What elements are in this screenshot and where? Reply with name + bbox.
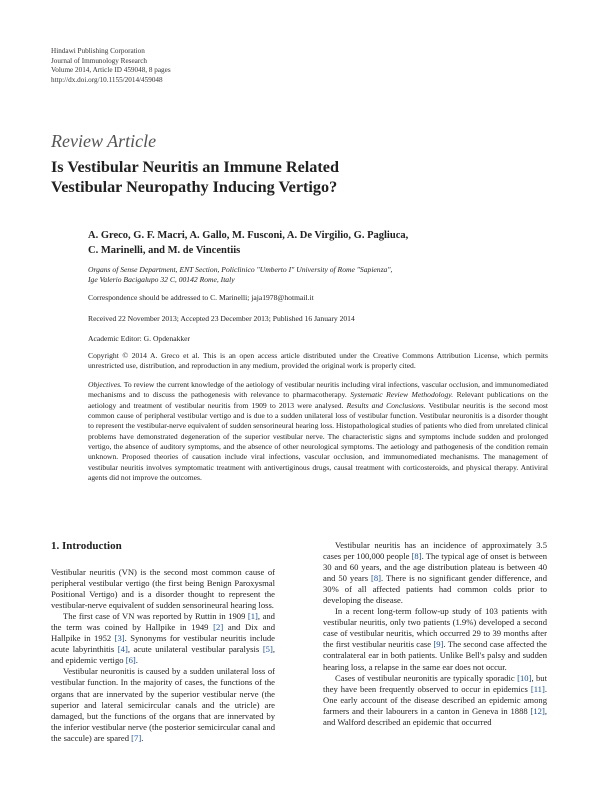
academic-editor: Academic Editor: G. Opdenakker — [88, 334, 191, 343]
methodology-text: Relevant publications on the aetiology and treatment of vestibular neuritis from 1909 to 2013 were analysed. — [88, 390, 548, 410]
citation-link[interactable]: [1] — [247, 611, 258, 622]
citation-link[interactable]: [11] — [530, 683, 545, 694]
citation-link[interactable]: [7] — [131, 732, 142, 743]
title-line: Vestibular Neuropathy Inducing Vertigo? — [51, 178, 338, 196]
publication-dates: Received 22 November 2013; Accepted 23 December 2013; Published 16 January 2014 — [88, 314, 355, 323]
section-heading: 1. Introduction — [51, 540, 122, 552]
journal-header — [51, 47, 351, 85]
citation-link[interactable]: [3] — [114, 633, 125, 644]
citation-link[interactable]: [4] — [117, 644, 128, 655]
abstract — [88, 380, 548, 483]
publisher: Hindawi Publishing Corporation — [51, 47, 145, 55]
authors-line: A. Greco, G. F. Macri, A. Gallo, M. Fusconi, A. De Virgilio, G. Pagliuca, — [88, 230, 409, 241]
article-title — [51, 157, 521, 197]
authors-line: C. Marinelli, and M. de Vincentiis — [88, 244, 241, 256]
article-type: Review Article — [51, 131, 157, 151]
paragraph: Vestibular neuritis (VN) is the second most common cause of peripheral vestibular vertigo (the first being Benign Paroxysmal Positional Vertigo) and is a disorder thought to represent the vestibular-nerve equivalent of sudden sensorineural hearing loss. — [51, 567, 275, 611]
methodology-label: Systematic Review Methodology. — [350, 390, 454, 400]
citation-link[interactable]: [6] — [125, 655, 136, 666]
copyright-notice: Copyright © 2014 A. Greco et al. This is an open access article distributed under the Creative Commons Attribution License, which permits unrestricted use, distribution, and reproduction in any medium, provided the original work is properly cited. — [88, 351, 548, 371]
volume-info: Volume 2014, Article ID 459048, 8 pages — [51, 66, 171, 75]
paragraph: Vestibular neuronitis is caused by a sudden unilateral loss of vestibular function. In the majority of cases, the functions of the organs that are innervated by the superior vestibular nerve (the superior and lateral semicircular canals and the utricle) are damaged, but the functions of the organs that are innervated by the inferior vestibular nerve (the posterior semicircular canal and the saccule) are spared [7]. — [51, 666, 275, 743]
citation-link[interactable]: [9] — [433, 639, 444, 650]
body-left-column — [51, 567, 275, 744]
correspondence: Correspondence should be addressed to C. Marinelli; jaja1978@hotmail.it — [88, 293, 314, 302]
paragraph: In a recent long-term follow-up study of 103 patients with vestibular neuritis, only two patients (1.9%) developed a second case of vestibular neuritis, which occurred 29 to 39 months after the first vestibular neuritis case [9]. The second case affected the contralateral ear in both patients. Unlike Bell's palsy and sudden hearing loss, a relapse in the same ear does not occur. — [323, 606, 547, 672]
authors — [88, 229, 548, 258]
citation-link[interactable]: [8] — [371, 573, 382, 584]
citation-link[interactable]: [10] — [517, 672, 532, 683]
affiliation — [88, 265, 548, 285]
citation-link[interactable]: [5] — [262, 644, 273, 655]
objectives-text: To review the current knowledge of the aetiology of vestibular neuritis including viral infections, vascular occlusion, and immunomediated mechanisms and to discuss the pathogenesis with relevance to pharmacotherapy. — [88, 380, 548, 400]
citation-link[interactable]: [8] — [411, 551, 422, 562]
citation-link[interactable]: [12] — [530, 705, 545, 716]
results-label: Results and Conclusions. — [346, 400, 426, 410]
objectives-label: Objectives. — [88, 380, 122, 389]
journal-name: Journal of Immunology Research — [51, 56, 148, 65]
body-right-column — [323, 540, 547, 728]
affiliation-line: Organs of Sense Department, ENT Section, Policlinico "Umberto I" University of Rome "Sapienza", — [88, 265, 393, 274]
citation-link[interactable]: [2] — [213, 622, 224, 633]
title-line: Is Vestibular Neuritis an Immune Related — [51, 158, 339, 176]
affiliation-line: Ige Valerio Bacigalupo 32 C, 00142 Rome, Italy — [88, 275, 235, 284]
paragraph: Vestibular neuritis has an incidence of approximately 3.5 cases per 100,000 people [8]. The typical age of onset is between 30 and 60 years, and the age distribution plateau is between 40 and 50 years [8]. There is no significant gender difference, and 30% of all affected patients had common colds prior to developing the disease. — [323, 540, 547, 606]
paragraph: The first case of VN was reported by Ruttin in 1909 [1], and the term was coined by Hallpike in 1949 [2] and Dix and Hallpike in 1952 [3]. Synonyms for vestibular neuritis include acute labyrinthitis [4], acute unilateral vestibular paralysis [5], and epidemic vertigo [6]. — [51, 611, 276, 666]
paragraph: Cases of vestibular neuronitis are typically sporadic [10], but they have been frequently observed to occur in epidemics [11]. One early account of the disease described an epidemic among farmers and their labourers in a canton in Geneva in 1888 [12], and Walford described an epidemic that occurred — [323, 672, 547, 727]
doi-link[interactable]: http://dx.doi.org/10.1155/2014/459048 — [51, 75, 163, 84]
results-text: Vestibular neuritis is the second most common cause of peripheral vestibular vertigo and is due to a sudden unilateral loss of vestibular function. Vestibular neuronitis is a disorder thought to represent the vestibular-nerve equivalent of sudden sensorineural hearing loss. Histopathological studies of patients who died from unrelated clinical problems have demonstrated degeneration of the superior vestibular nerve. The characteristic signs and symptoms include sudden and prolonged vertigo, the absence of auditory symptoms, and the absence of other neurological symptoms. The aetiology and pathogenesis of the condition remain unknown. Proposed theories of causation include viral infections, vascular occlusion, and immunomediated mechanisms. The management of vestibular neuritis involves symptomatic treatment with antivertiginous drugs, causal treatment with corticosteroids, and physical therapy. Antiviral agents did not improve the outcomes. — [88, 400, 548, 483]
